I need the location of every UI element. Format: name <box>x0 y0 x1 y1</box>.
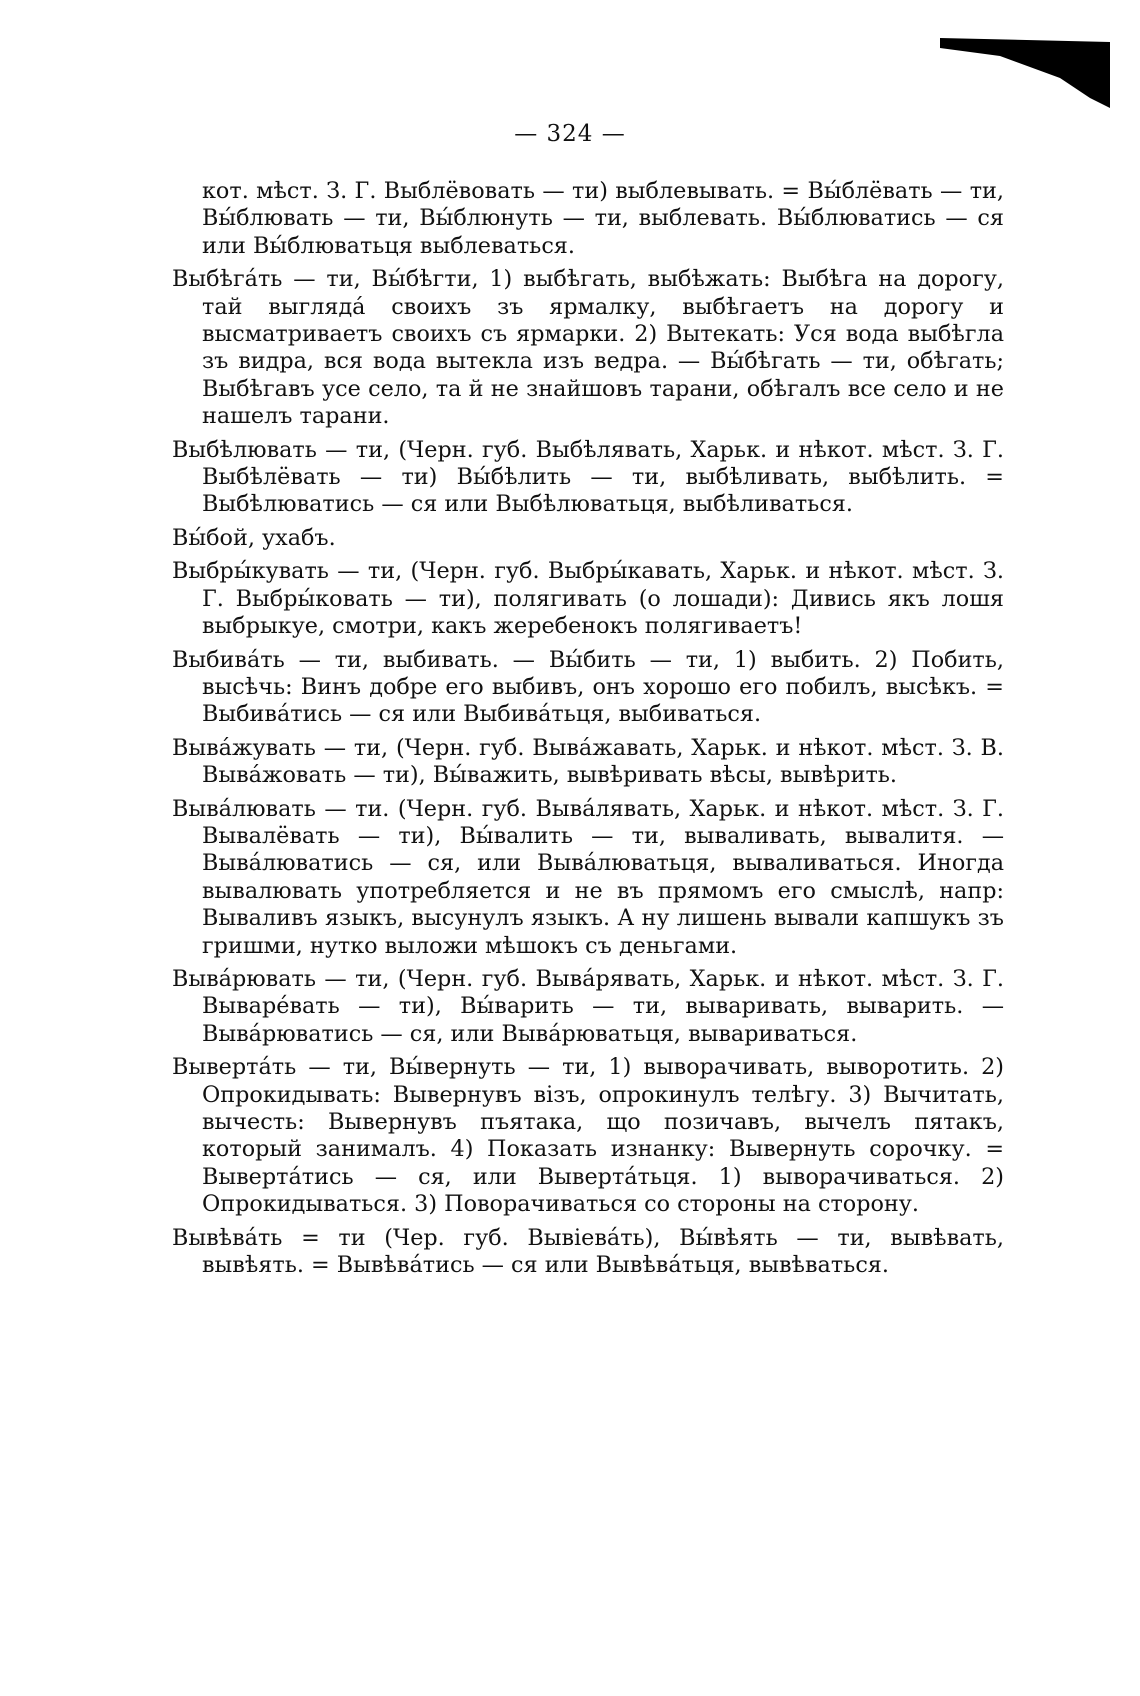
dictionary-entry: Выверта́ть — ти, Вы́вернуть — ти, 1) выворачивать, выворотить. 2) Опрокидывать: Вывернувъ вiзъ, опрокинулъ телѣгу. 3) Вычитать, вычесть: Вывернувъ пъятака, що позичавъ, вычелъ пятакъ, который занималъ. 4) Показать изнанку: Вывернуть сорочку. = Выверта́тись — ся, или Выверта́тьця. 1) выворачиваться. 2) Опрокидываться. 3) Поворачиваться со стороны на сторону. <box>172 1054 1004 1218</box>
dictionary-entry: Выва́лювать — ти. (Черн. губ. Выва́лявать, Харьк. и нѣкот. мѣст. З. Г. Вывалёвать — ти), Вы́валить — ти, вываливать, вывалитя. — Выва́люватись — ся, или Выва́люватьця, вываливаться. Иногда вывалювать употребляется и не въ прямомъ его смыслѣ, напр: Вываливъ языкъ, высунулъ языкъ. А ну лишень вывали капшукъ зъ гришми, нутко выложи мѣшокъ съ деньгами. <box>172 795 1004 959</box>
dictionary-entry: Вывáжувать — ти, (Черн. губ. Вывáжавать, Харьк. и нѣкот. мѣст. З. В. Вывáжовать — ти), Вы́важить, вывѣривать вѣсы, вывѣрить. <box>172 734 1004 789</box>
dictionary-entry: Выва́рювать — ти, (Черн. губ. Выва́рявать, Харьк. и нѣкот. мѣст. З. Г. Вываре́вать — ти), Вы́варить — ти, вываривать, выварить. — Выва́рюватись — ся, или Выва́рюватьця, вывариваться. <box>172 965 1004 1047</box>
dictionary-entry: Выбива́ть — ти, выбивать. — Вы́бить — ти, 1) выбить. 2) Побить, высѣчь: Винъ добре его выбивъ, онъ хорошо его побилъ, высѣкъ. = Выбива́тись — ся или Выбива́тьця, выбиваться. <box>172 646 1004 728</box>
scan-edge-mark <box>940 38 1110 108</box>
dictionary-text <box>172 178 1004 1285</box>
dictionary-entry: Выбѣга́ть — ти, Вы́бѣгти, 1) выбѣгать, выбѣжать: Выбѣга на дорогу, тай выглядá своихъ зъ ярмалку, выбѣгаетъ на дорогу и высматриваетъ своихъ съ ярмарки. 2) Вытекать: Уся вода выбѣгла зъ видра, вся вода вытекла изъ ведра. — Вы́бѣгать — ти, обѣгать; Выбѣгавъ усе село, та й не знайшовъ тарани, обѣгалъ все село и не нашелъ тарани. <box>172 266 1004 430</box>
dictionary-entry: Выбѣлювать — ти, (Черн. губ. Выбѣлявать, Харьк. и нѣкот. мѣст. З. Г. Выбѣлёвать — ти) Вы́бѣлить — ти, выбѣливать, выбѣлить. = Выбѣлюватись — ся или Выбѣлюватьця, выбѣливаться. <box>172 436 1004 518</box>
dictionary-entry: Вывѣва́ть = ти (Чер. губ. Вывiева́ть), Вы́вѣять — ти, вывѣвать, вывѣять. = Вывѣва́тись — ся или Вывѣва́тьця, вывѣваться. <box>172 1224 1004 1279</box>
dictionary-entry: Выбры́кувать — ти, (Черн. губ. Выбры́кавать, Харьк. и нѣкот. мѣст. З. Г. Выбры́ковать — ти), полягивать (о лошади): Дивись якъ лошя выбрыкуе, смотри, какъ жеребенокъ полягиваетъ! <box>172 558 1004 640</box>
page-number: — 324 — <box>514 121 626 147</box>
dictionary-entry: кот. мѣст. З. Г. Выблёвовать — ти) выблевывать. = Вы́блёвать — ти, Вы́блювать — ти, Вы́блюнуть — ти, выблевать. Вы́блюватись — ся или Вы́блюватьця выблеваться. <box>202 178 1004 259</box>
dictionary-entry: Вы́бой, ухабъ. <box>172 524 336 551</box>
